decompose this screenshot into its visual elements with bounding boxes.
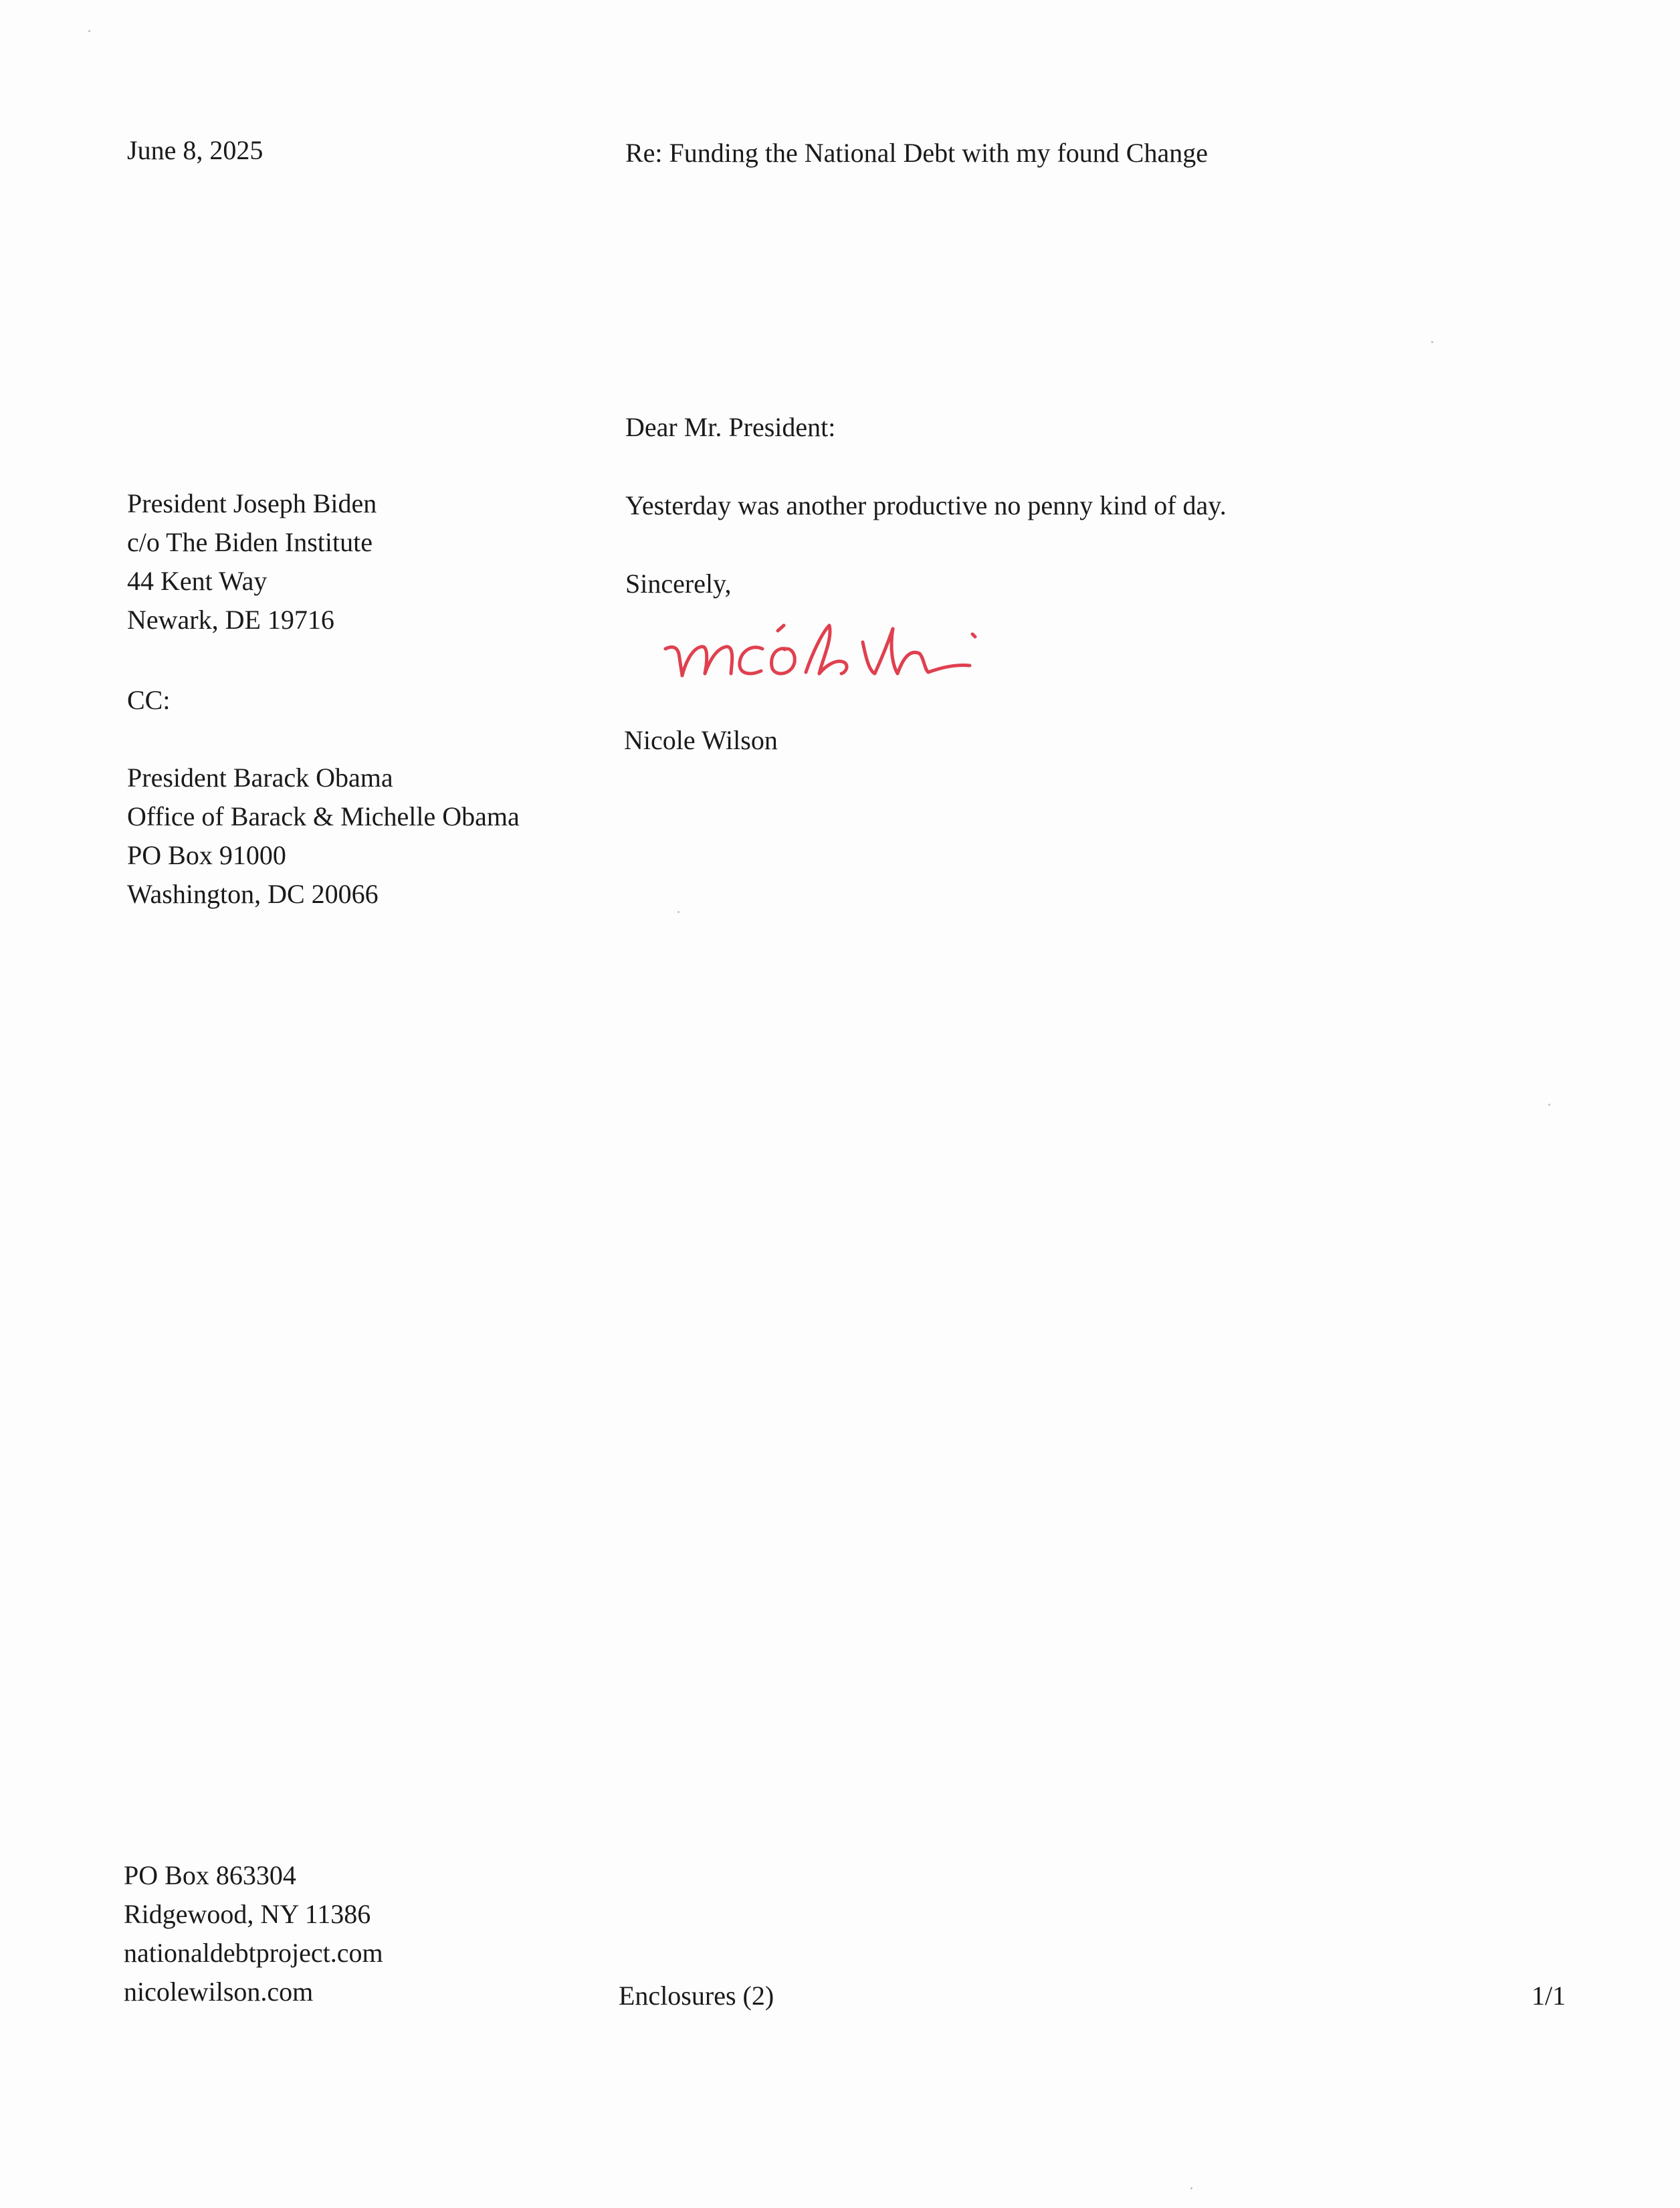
sender-line: PO Box 863304	[124, 1860, 296, 1890]
paper-speck	[677, 911, 679, 913]
cc-line: PO Box 91000	[127, 840, 286, 870]
recipient-line: 44 Kent Way	[127, 566, 268, 596]
recipient-line: President Joseph Biden	[127, 488, 377, 518]
paper-speck	[1431, 341, 1433, 343]
sender-website: nationaldebtproject.com	[124, 1938, 383, 1968]
cc-line: President Barack Obama	[127, 763, 393, 793]
closing: Sincerely,	[625, 569, 732, 599]
page-number: 1/1	[1532, 1981, 1566, 2011]
cc-address	[127, 759, 520, 914]
handwritten-signature	[662, 612, 990, 692]
letter-subject: Re: Funding the National Debt with my found Change	[625, 138, 1208, 168]
sender-website: nicolewilson.com	[124, 1977, 314, 2007]
cc-line: Office of Barack & Michelle Obama	[127, 801, 520, 831]
paper-speck	[1548, 1104, 1550, 1106]
recipient-address	[127, 484, 377, 639]
signer-name: Nicole Wilson	[624, 725, 778, 755]
letter-body: Yesterday was another productive no penny kind of day.	[625, 490, 1227, 520]
cc-line: Washington, DC 20066	[127, 879, 379, 909]
paper-speck	[88, 30, 90, 32]
sender-line: Ridgewood, NY 11386	[124, 1899, 371, 1929]
letter-date: June 8, 2025	[127, 135, 264, 165]
recipient-line: c/o The Biden Institute	[127, 527, 373, 557]
enclosures-note: Enclosures (2)	[619, 1981, 774, 2011]
salutation: Dear Mr. President:	[625, 412, 836, 442]
paper-speck	[1190, 2187, 1192, 2189]
cc-label: CC:	[127, 685, 171, 715]
sender-address	[124, 1856, 383, 2011]
recipient-line: Newark, DE 19716	[127, 605, 334, 635]
